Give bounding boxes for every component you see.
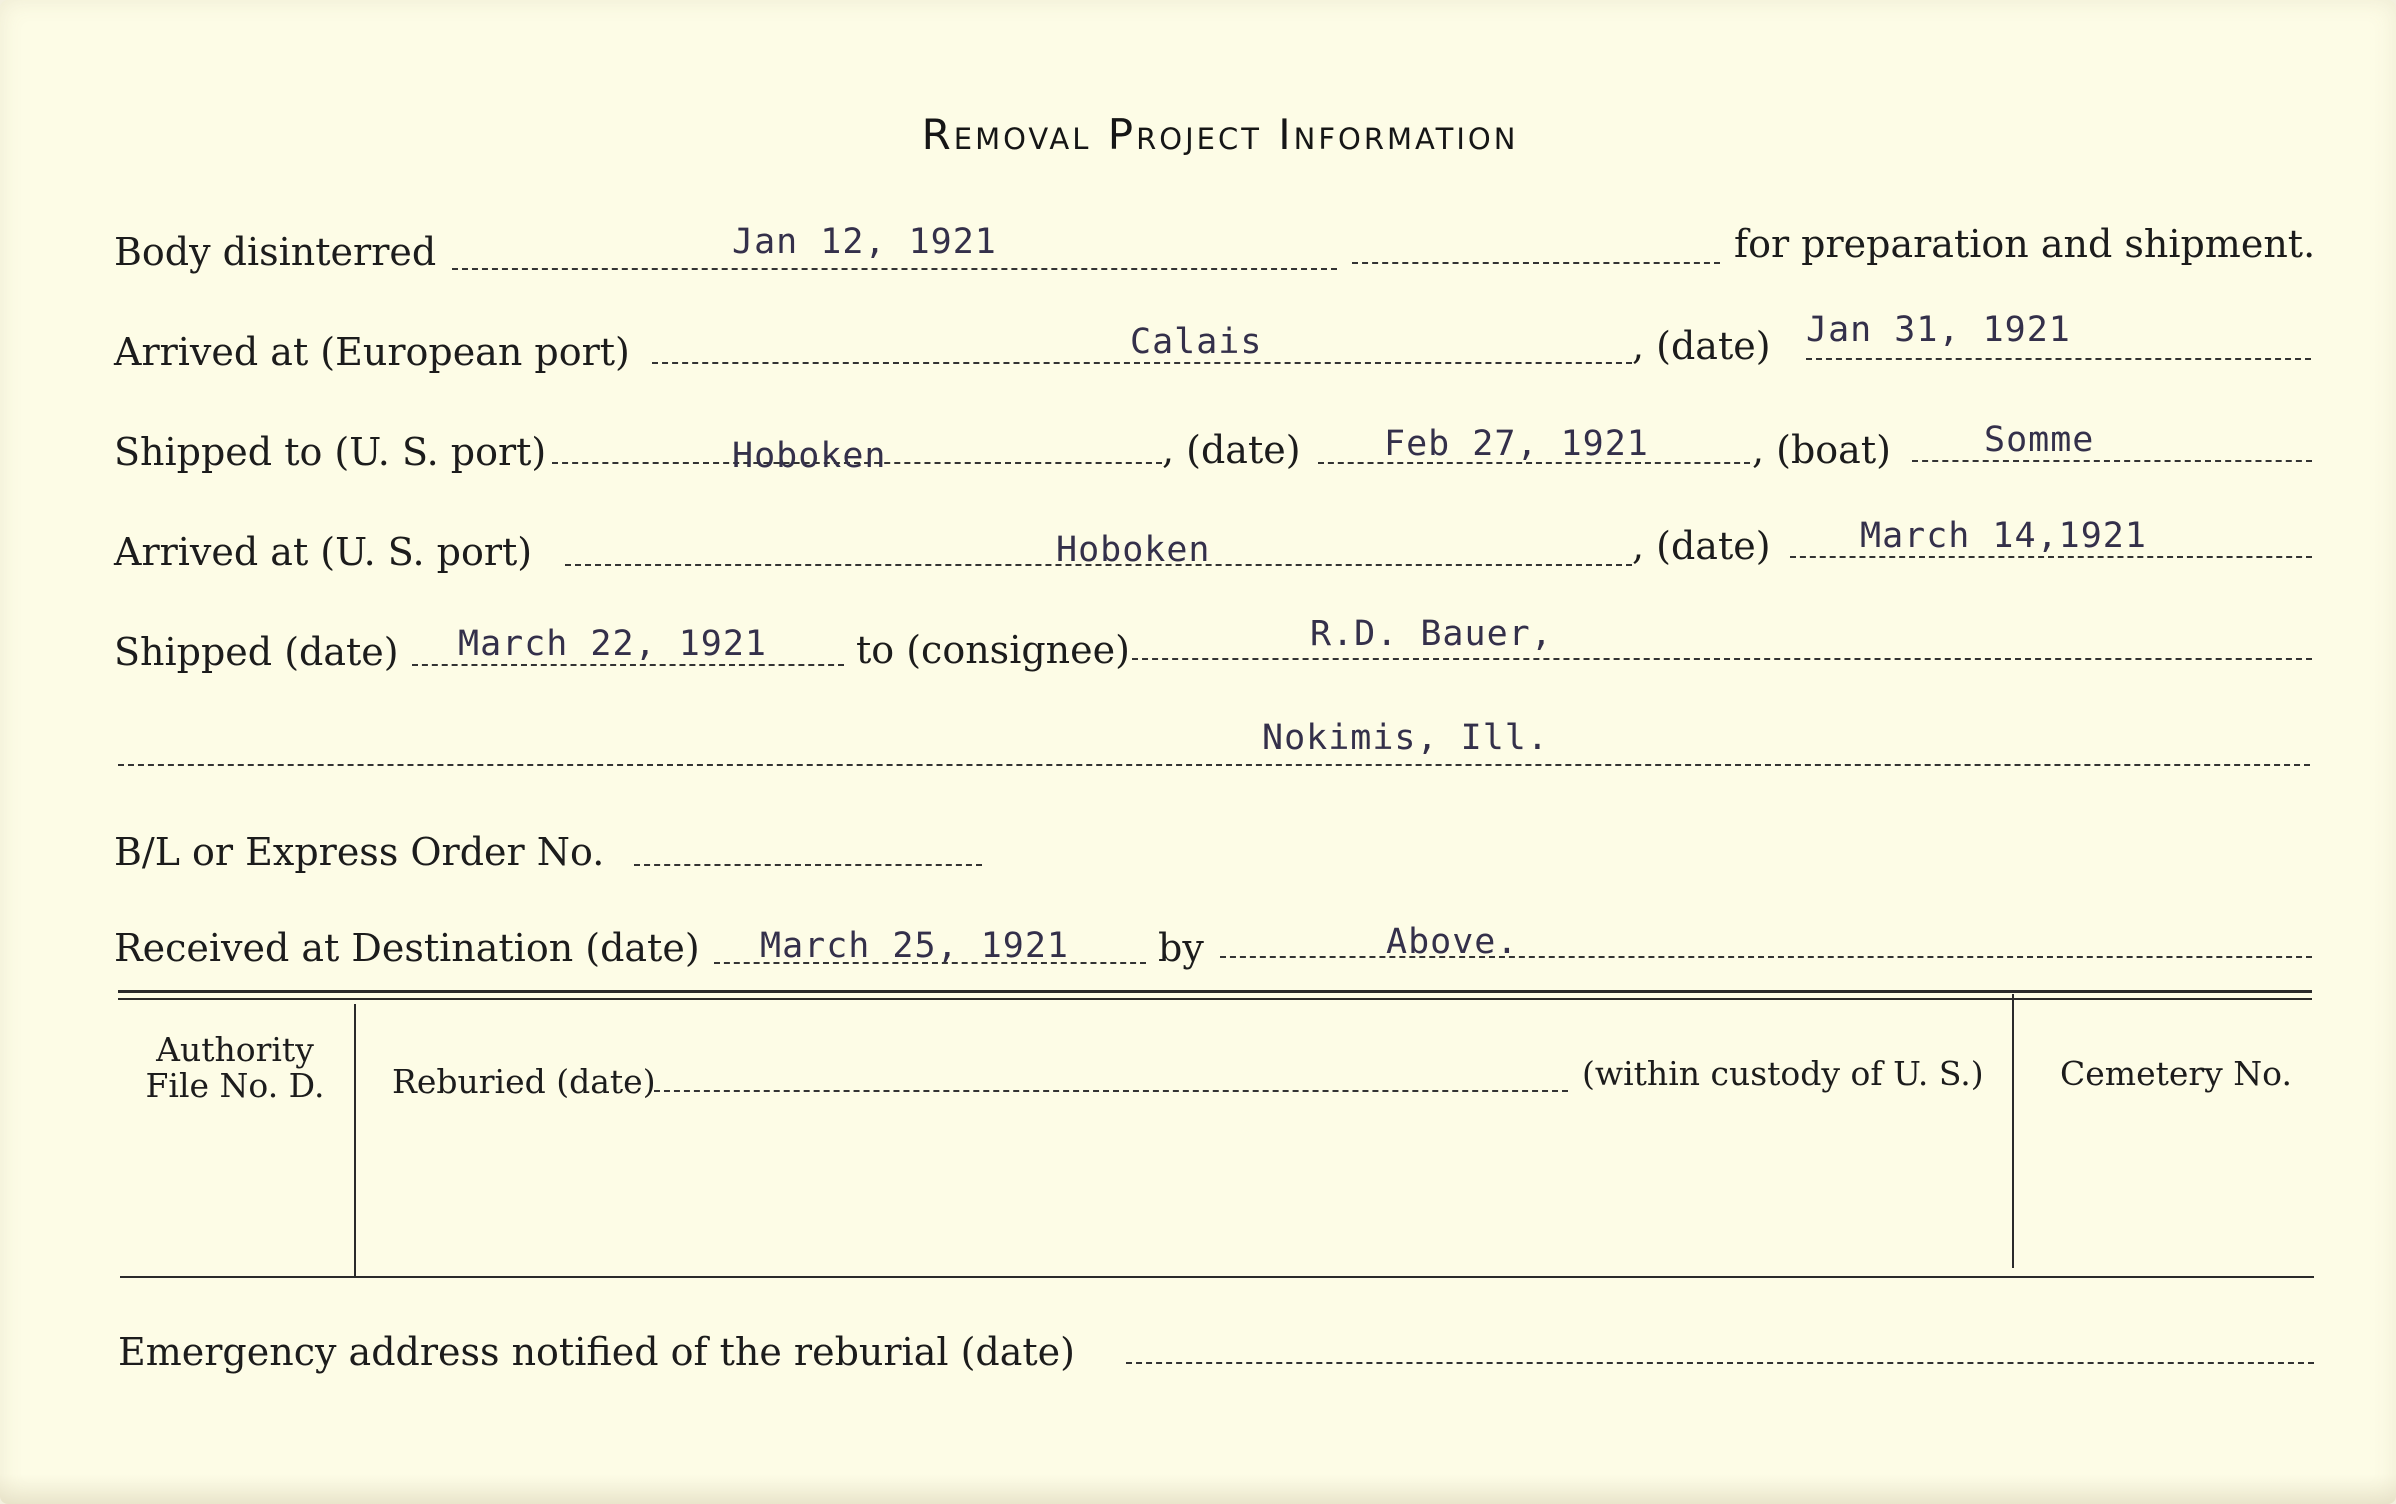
shipped-date-value[interactable]: March 22, 1921 xyxy=(458,624,768,664)
shipped-date-label: Shipped (date) xyxy=(114,630,399,674)
arrived-us-port-value[interactable]: Hoboken xyxy=(1056,530,1211,570)
body-disinterred-label: Body disinterred xyxy=(114,230,437,274)
bl-order-label: B/L or Express Order No. xyxy=(114,830,605,874)
body-disinterred-value[interactable]: Jan 12, 1921 xyxy=(732,222,997,262)
european-port-date-line xyxy=(1806,358,2311,360)
shipped-us-date-value[interactable]: Feb 27, 1921 xyxy=(1384,424,1649,464)
received-destination-label: Received at Destination (date) xyxy=(114,926,700,970)
consignee-address-line xyxy=(118,764,2310,766)
table-top-rule-inner xyxy=(118,998,2312,1000)
emergency-address-label: Emergency address notified of the reburial (date) xyxy=(118,1330,1075,1374)
arrived-us-date-value[interactable]: March 14,1921 xyxy=(1860,516,2147,556)
consignee-label: to (consignee) xyxy=(856,628,1130,672)
body-disinterred-line-extra xyxy=(1352,262,1720,264)
shipped-us-port-value[interactable]: Hoboken xyxy=(732,436,887,476)
shipped-date-line xyxy=(412,664,844,666)
table-divider-left xyxy=(354,1004,356,1278)
consignee-line xyxy=(1132,658,2312,660)
bl-order-line[interactable] xyxy=(634,864,982,866)
authority-file-label: Authority File No. D. xyxy=(145,1030,325,1105)
shipped-us-date-label: , (date) xyxy=(1162,428,1301,472)
table-bottom-rule xyxy=(120,1276,2314,1278)
arrived-us-date-line xyxy=(1790,556,2312,558)
received-by-line xyxy=(1220,956,2312,958)
received-date-value[interactable]: March 25, 1921 xyxy=(760,926,1070,966)
european-port-value[interactable]: Calais xyxy=(1130,322,1263,362)
reburied-date-label: Reburied (date) xyxy=(392,1062,656,1101)
european-port-date-label: , (date) xyxy=(1632,324,1771,368)
shipped-us-boat-label: , (boat) xyxy=(1752,428,1891,472)
arrived-us-port-label: Arrived at (U. S. port) xyxy=(114,530,533,574)
received-by-value[interactable]: Above. xyxy=(1386,922,1519,962)
arrived-us-date-label: , (date) xyxy=(1632,524,1771,568)
received-by-label: by xyxy=(1158,926,1204,970)
reburied-date-line[interactable] xyxy=(654,1090,1568,1092)
shipped-us-boat-line xyxy=(1912,460,2312,462)
table-top-rule xyxy=(118,990,2312,993)
european-port-date-value[interactable]: Jan 31, 1921 xyxy=(1806,310,2071,350)
cemetery-no-label: Cemetery No. xyxy=(2060,1054,2292,1093)
custody-label: (within custody of U. S.) xyxy=(1582,1054,1984,1093)
form-title: Removal Project Information xyxy=(921,110,1519,159)
european-port-label: Arrived at (European port) xyxy=(114,330,630,374)
shipped-us-port-label: Shipped to (U. S. port) xyxy=(114,430,547,474)
preparation-shipment-label: for preparation and shipment. xyxy=(1734,222,2316,266)
consignee-address-value[interactable]: Nokimis, Ill. xyxy=(1262,718,1549,758)
consignee-value[interactable]: R.D. Bauer, xyxy=(1310,614,1553,654)
emergency-date-line[interactable] xyxy=(1126,1362,2314,1364)
card-edge-shading xyxy=(0,1474,2396,1504)
body-disinterred-line xyxy=(452,268,1337,270)
european-port-line xyxy=(652,362,1632,364)
shipped-us-boat-value[interactable]: Somme xyxy=(1984,420,2095,460)
table-divider-right xyxy=(2012,994,2014,1268)
